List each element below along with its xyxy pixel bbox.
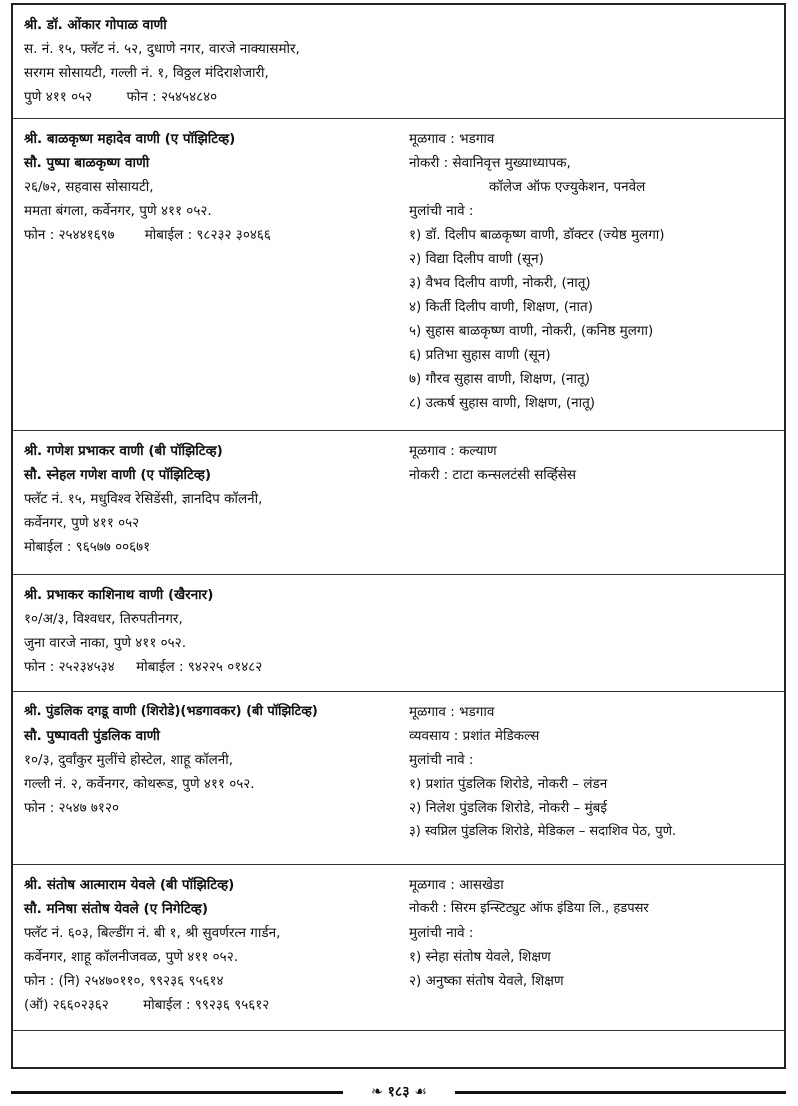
child-item: ८) उत्कर्ष सुहास वाणी, शिक्षण, (नातू)	[409, 395, 596, 411]
address-line: १०/अ/३, विश्वधर, तिरुपतीनगर,	[24, 611, 183, 627]
contact-line: फोन : २५२३४५३४ मोबाईल : ९४२२५ ०१४८२	[24, 659, 263, 675]
entry-family-info	[409, 873, 779, 993]
address-line: ममता बंगला, कर्वेनगर, पुणे ४११ ०५२.	[24, 203, 212, 219]
spouse-name: सौ. पुष्पावती पुंडलिक वाणी	[24, 728, 160, 744]
contact-line: (ऑ) २६६०२३६२ मोबाईल : ९९२३६ ९५६१२	[24, 997, 270, 1013]
member-name: श्री. बाळकृष्ण महादेव वाणी (ए पॉझिटिव्ह)	[24, 131, 236, 147]
address-line: जुना वारजे नाका, पुणे ४११ ०५२.	[24, 635, 186, 651]
page-number	[343, 1082, 455, 1102]
member-name: श्री. पुंडलिक दगडू वाणी (शिरोडे)(भडगावकर) (बी पॉझिटिव्ह)	[24, 704, 318, 719]
child-item: ४) किर्ती दिलीप वाणी, शिक्षण, (नात)	[409, 299, 593, 315]
spouse-name: सौ. स्नेहल गणेश वाणी (ए पॉझिटिव्ह)	[24, 467, 212, 483]
directory-entry	[13, 575, 784, 692]
contact-line: फोन : २५४७ ७१२०	[24, 800, 119, 816]
address-line: सरगम सोसायटी, गल्ली नं. १, विठ्ठल मंदिराशेजारी,	[24, 65, 269, 81]
child-item: २) अनुष्का संतोष येवले, शिक्षण	[409, 973, 564, 989]
directory-entry	[13, 119, 784, 431]
child-item: १) डॉ. दिलीप बाळकृष्ण वाणी, डॉक्टर (ज्येष्ठ मुलगा)	[409, 227, 665, 243]
footer-rule-right	[455, 1091, 786, 1094]
directory-entry	[13, 865, 784, 1031]
entry-details	[24, 873, 404, 1017]
native-place: मूळगाव : आसखेडा	[409, 877, 504, 893]
native-place: मूळगाव : भडगाव	[409, 131, 495, 147]
occupation: नोकरी : टाटा कन्सलटंसी सर्व्हिसेस	[409, 467, 577, 483]
contact-line: पुणे ४११ ०५२ फोन : २५४५४८४०	[24, 89, 218, 105]
child-item: २) निलेश पुंडलिक शिरोडे, नोकरी – मुंबई	[409, 800, 608, 816]
entry-details	[24, 583, 404, 679]
child-item: ३) स्वप्निल पुंडलिक शिरोडे, मेडिकल – सदाशिव पेठ, पुणे.	[409, 824, 677, 839]
page-footer	[11, 1082, 786, 1102]
address-line: कर्वेनगर, पुणे ४११ ०५२	[24, 515, 140, 531]
address-line: फ्लॅट नं. १५, मधुविश्व रेसिडेंसी, ज्ञानदिप कॉलनी,	[24, 491, 263, 507]
occupation: नोकरी : सिरम इन्स्टिट्युट ऑफ इंडिया लि., हडपसर	[409, 901, 649, 916]
footer-rule-left	[11, 1091, 343, 1094]
contact-line: फोन : २५४४१६९७ मोबाईल : ९८२३२ ३०४६६	[24, 227, 271, 243]
occupation-detail: कॉलेज ऑफ एज्युकेशन, पनवेल	[489, 179, 646, 195]
business: व्यवसाय : प्रशांत मेडिकल्स	[409, 728, 540, 744]
address-line: २६/७२, सहवास सोसायटी,	[24, 179, 154, 195]
spouse-name: सौ. पुष्पा बाळकृष्ण वाणी	[24, 155, 150, 171]
children-heading: मुलांची नावे :	[409, 752, 474, 768]
address-line: स. नं. १५, फ्लॅट नं. ५२, दुधाणे नगर, वारजे नाक्यासमोर,	[24, 41, 300, 57]
child-item: ५) सुहास बाळकृष्ण वाणी, नोकरी, (कनिष्ठ मुलगा)	[409, 323, 654, 339]
child-item: ७) गौरव सुहास वाणी, शिक्षण, (नातू)	[409, 371, 590, 387]
page-number-text: १८३	[387, 1084, 410, 1100]
child-item: ३) वैभव दिलीप वाणी, नोकरी, (नातू)	[409, 275, 591, 291]
member-name: श्री. डॉ. ओंकार गोपाळ वाणी	[24, 17, 167, 33]
directory-entry	[13, 5, 784, 119]
entry-details	[24, 127, 404, 247]
directory-frame	[11, 3, 786, 1069]
child-item: २) विद्या दिलीप वाणी (सून)	[409, 251, 544, 267]
address-line: कर्वेनगर, शाहू कॉलनीजवळ, पुणे ४११ ०५२.	[24, 949, 239, 965]
address-line: फ्लॅट नं. ६०३, बिल्डींग नं. बी १, श्री सुवर्णरत्न गार्डन,	[24, 925, 281, 941]
directory-entry	[13, 431, 784, 575]
empty-entry	[13, 1031, 784, 1069]
entry-family-info	[409, 127, 779, 415]
children-heading: मुलांची नावे :	[409, 203, 474, 219]
address-line: १०/३, दुर्वांकुर मुलींचे होस्टेल, शाहू कॉलनी,	[24, 752, 234, 768]
child-item: १) प्रशांत पुंडलिक शिरोडे, नोकरी – लंडन	[409, 776, 608, 792]
native-place: मूळगाव : भडगाव	[409, 704, 495, 720]
directory-entry	[13, 692, 784, 865]
spouse-name: सौ. मनिषा संतोष येवले (ए निगेटिव्ह)	[24, 901, 208, 917]
member-name: श्री. गणेश प्रभाकर वाणी (बी पॉझिटिव्ह)	[24, 443, 223, 459]
child-item: १) स्नेहा संतोष येवले, शिक्षण	[409, 949, 551, 965]
address-line: गल्ली नं. २, कर्वेनगर, कोथरूड, पुणे ४११ ०५२.	[24, 776, 255, 792]
occupation: नोकरी : सेवानिवृत्त मुख्याध्यापक,	[409, 155, 571, 171]
contact-line: मोबाईल : ९६५७७ ००६७१	[24, 539, 151, 555]
ornament-right-icon: ☙	[414, 1084, 427, 1100]
entry-family-info	[409, 439, 779, 487]
native-place: मूळगाव : कल्याण	[409, 443, 497, 459]
ornament-left-icon: ❧	[371, 1084, 383, 1100]
contact-line: फोन : (नि) २५४७०११०, ९९२३६ ९५६१४	[24, 973, 224, 989]
child-item: ६) प्रतिभा सुहास वाणी (सून)	[409, 347, 551, 363]
member-name: श्री. प्रभाकर काशिनाथ वाणी (खैरनार)	[24, 587, 214, 603]
entry-details	[24, 13, 404, 109]
children-heading: मुलांची नावे :	[409, 925, 474, 941]
member-name: श्री. संतोष आत्माराम येवले (बी पॉझिटिव्ह)	[24, 877, 235, 893]
entry-details	[24, 700, 404, 820]
entry-family-info	[409, 700, 779, 844]
entry-details	[24, 439, 404, 559]
